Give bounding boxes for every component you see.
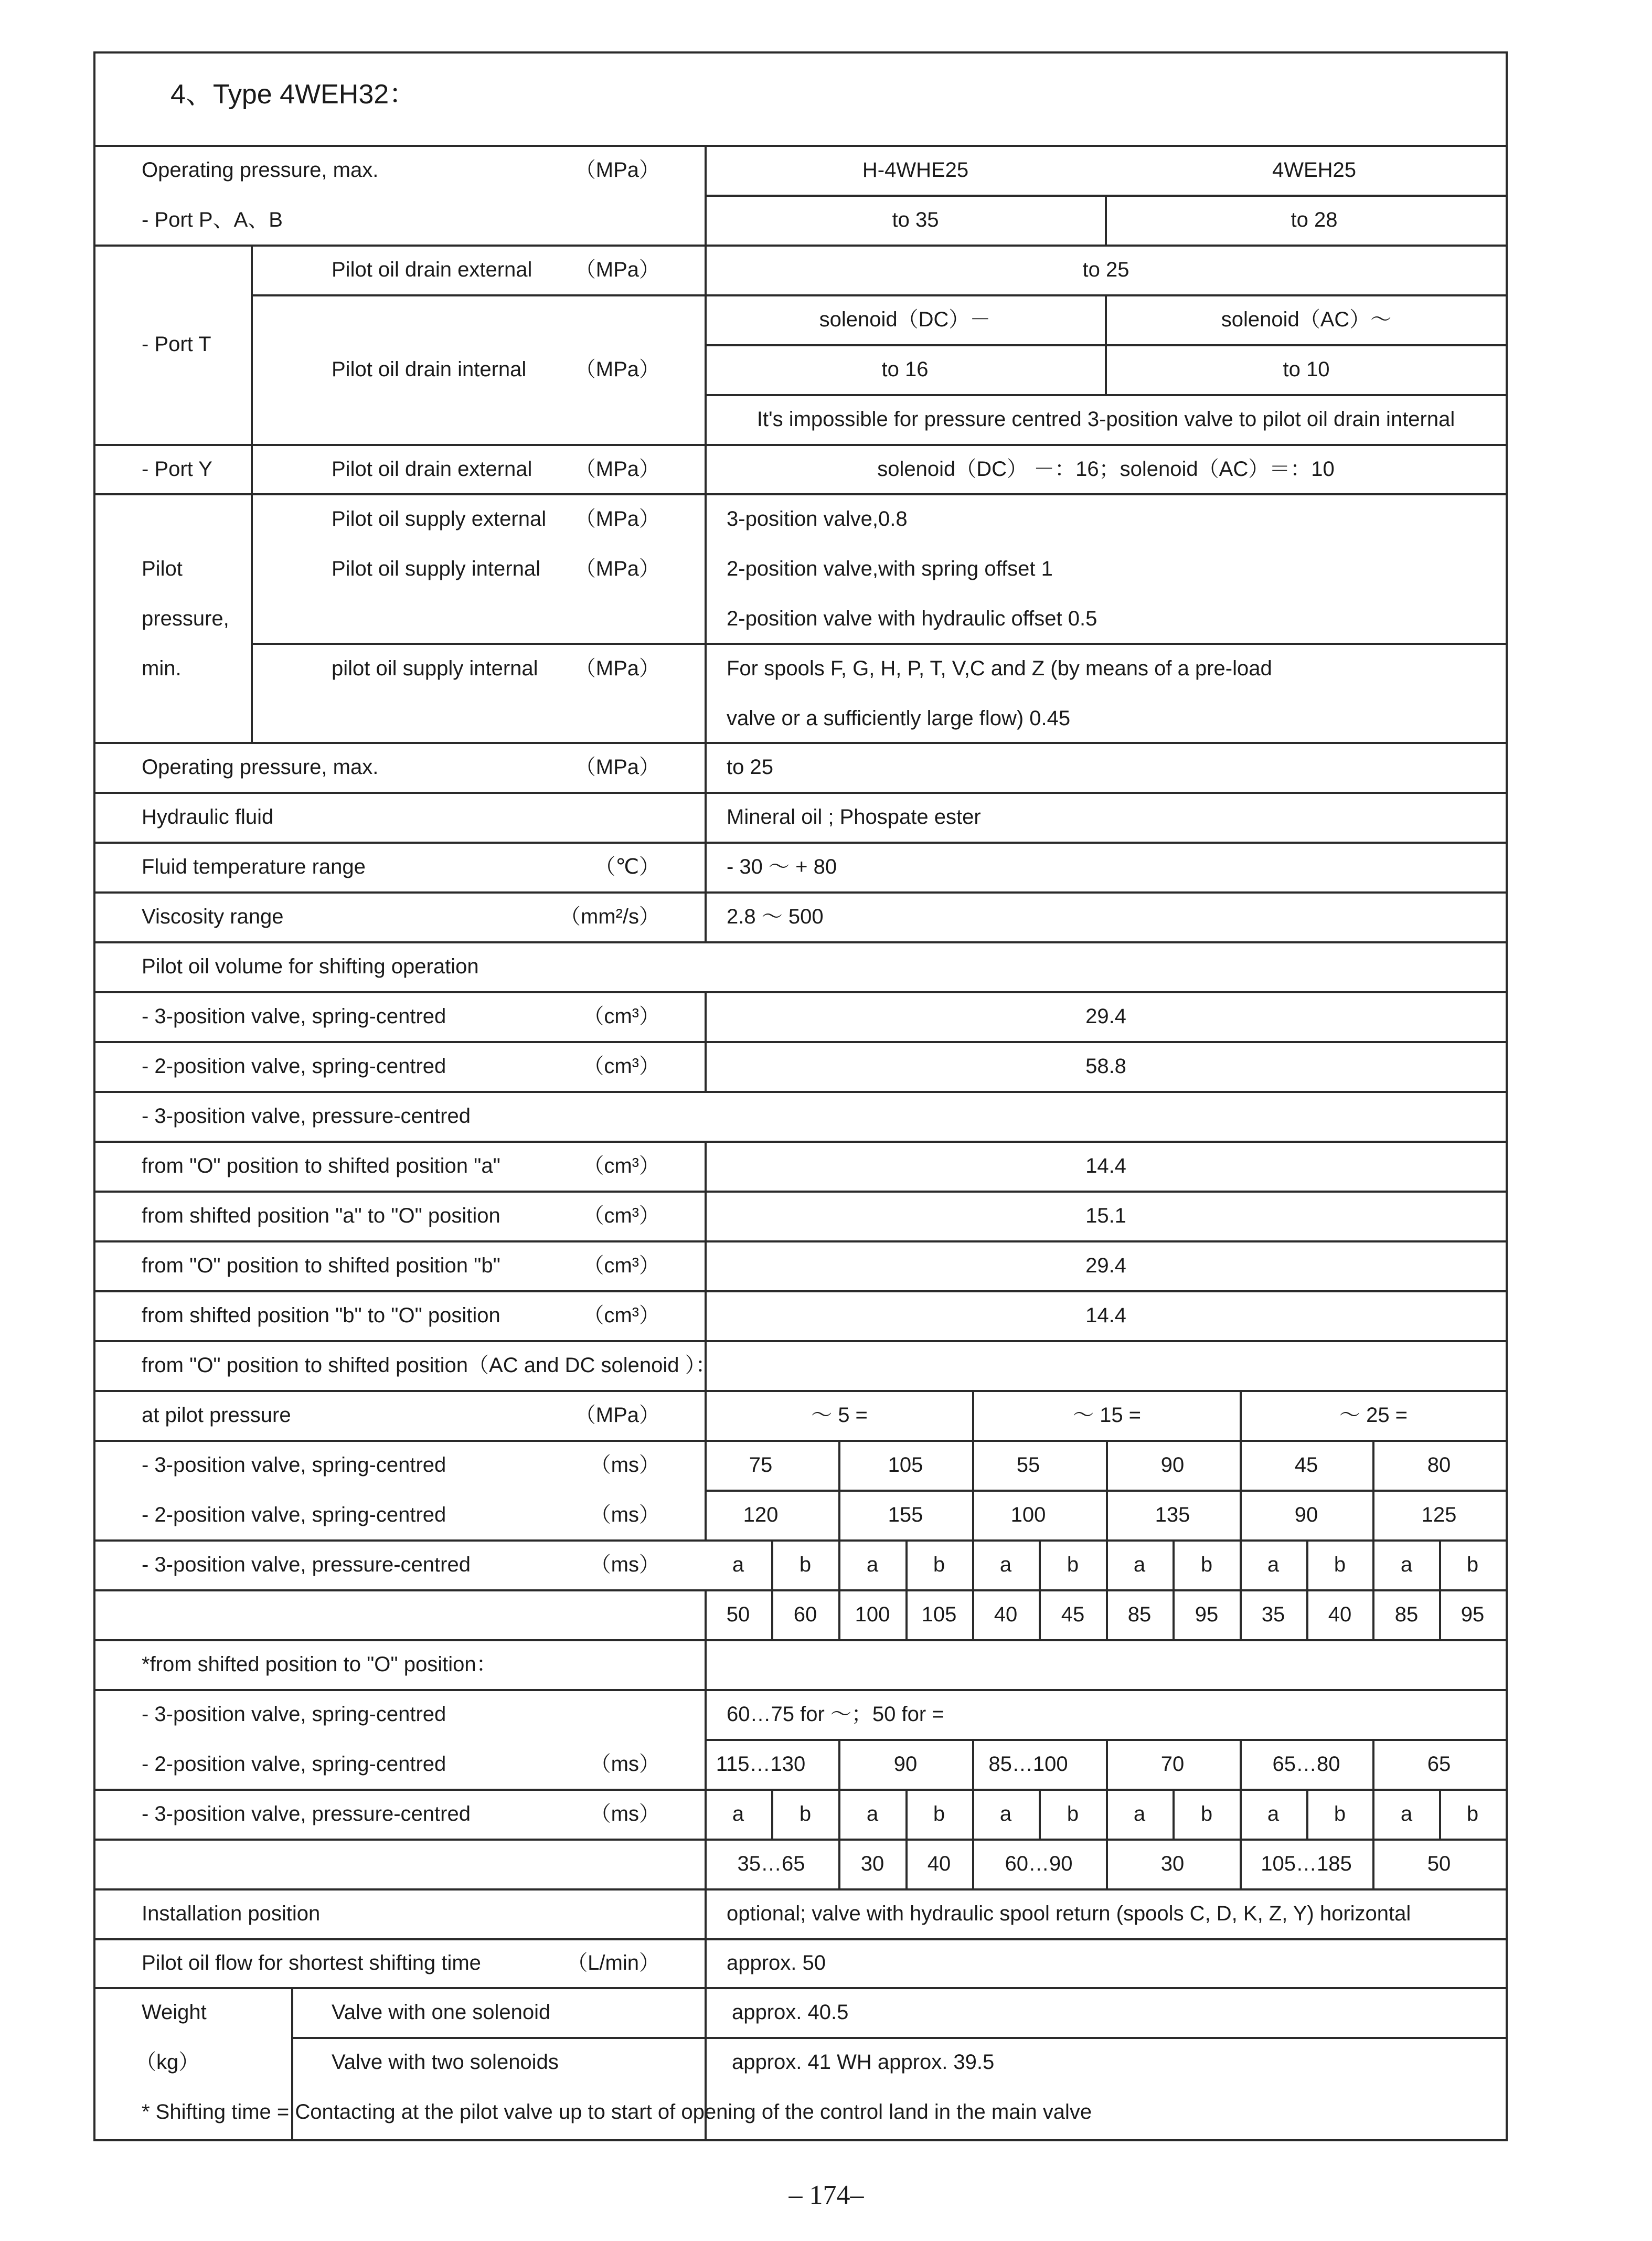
spec-unit-op-pressure: （MPa） (574, 756, 660, 779)
switch-on-row-unit: （ms） (590, 1453, 660, 1477)
port-pab-std: to 28 (1291, 208, 1338, 231)
weight-one-label: Valve with one solenoid (332, 2001, 551, 2024)
section-title: 4、Type 4WEH32： (170, 79, 417, 110)
switch-on-row-unit: （ms） (590, 1503, 660, 1526)
ab-label: a (1133, 1553, 1146, 1576)
switch-off-pc-value: 30 (860, 1852, 884, 1875)
switch-off-pc-value: 50 (1427, 1852, 1451, 1875)
page-number: – 174– (788, 2180, 864, 2210)
ab-label: b (1466, 1553, 1479, 1576)
ab-label: a (1267, 1553, 1280, 1576)
pilot-pressure-label-1: Pilot (142, 557, 183, 580)
switch-off-pc-value: 60…90 (1005, 1852, 1073, 1875)
pilot-volume-header: Pilot oil volume for shifting operation (142, 955, 479, 978)
switch-off-value: 70 (1160, 1753, 1185, 1776)
port-y-unit: （MPa） (574, 458, 660, 481)
switch-off-value: 90 (893, 1753, 918, 1776)
ab-label: b (1067, 1553, 1079, 1576)
switch-off-value: 65 (1427, 1753, 1451, 1776)
pilot-pressure-value-4: For spools F, G, H, P, T, V,C and Z (by means of a pre-load (727, 657, 1272, 680)
volume-row-value: 29.4 (1085, 1005, 1126, 1028)
pressure-group-5: ～ 5 = (811, 1404, 868, 1427)
port-pab-h: to 35 (892, 208, 939, 231)
version-h: H-4WHE25 (862, 158, 969, 182)
switch-on-value: 90 (1294, 1503, 1318, 1526)
volume-pc-header: - 3-position valve, pressure-centred (142, 1104, 471, 1128)
switch-off-spring2-label: - 2-position valve, spring-centred (142, 1753, 446, 1776)
ab-label: b (1334, 1802, 1346, 1825)
ab-label: a (732, 1802, 744, 1825)
spec-value-fluid: Mineral oil ; Phospate ester (727, 805, 981, 829)
pilot-flow-label: Pilot oil flow for shortest shifting time (142, 1951, 481, 1974)
spec-label-viscosity: Viscosity range (142, 905, 284, 928)
ab-label: b (933, 1802, 945, 1825)
switch-off-header: *from shifted position to "O" position： (142, 1653, 497, 1676)
ab-label: a (1400, 1553, 1413, 1576)
switch-on-value: 155 (888, 1503, 923, 1526)
port-y-sub: Pilot oil drain external (332, 458, 532, 481)
install-value: optional; valve with hydraulic spool return (spools C, D, K, Z, Y) horizontal (727, 1902, 1411, 1925)
switch-on-value: 45 (1294, 1453, 1318, 1477)
switch-on-pc-value: 50 (726, 1603, 750, 1626)
pressure-group-25: ～ 25 = (1339, 1404, 1408, 1427)
switch-on-pc-value: 45 (1061, 1603, 1085, 1626)
ab-label: a (866, 1802, 879, 1825)
supply-internal-unit-2: （MPa） (574, 657, 660, 680)
spec-value-temperature: - 30 ～ + 80 (727, 855, 837, 878)
switch-on-pc-label: - 3-position valve, pressure-centred (142, 1553, 471, 1576)
switch-off-pc-value: 40 (927, 1852, 951, 1875)
ab-label: a (732, 1553, 744, 1576)
switch-off-value: 85…100 (988, 1753, 1068, 1776)
switch-on-value: 55 (1016, 1453, 1040, 1477)
footnote: * Shifting time = Contacting at the pilot valve up to start of opening of the control land in the main valve (142, 2100, 1092, 2123)
pilot-pressure-value-3: 2-position valve with hydraulic offset 0.5 (727, 607, 1097, 630)
spec-value-op-pressure: to 25 (727, 756, 773, 779)
ab-label: a (999, 1553, 1012, 1576)
spec-value-viscosity: 2.8 ～ 500 (727, 905, 824, 928)
volume-row-unit: （cm³） (583, 1005, 660, 1028)
switch-on-value: 120 (743, 1503, 779, 1526)
op-pressure-label: Operating pressure, max. (142, 158, 379, 182)
volume-pc-unit: （cm³） (583, 1254, 660, 1277)
switch-on-header: from "O" position to shifted position（AC and DC solenoid ）： (142, 1354, 717, 1377)
ab-label: b (1334, 1553, 1346, 1576)
switch-on-pc-value: 95 (1461, 1603, 1485, 1626)
switch-off-pc-value: 30 (1160, 1852, 1185, 1875)
switch-on-pc-value: 85 (1127, 1603, 1152, 1626)
volume-pc-label: from "O" position to shifted position "a" (142, 1154, 500, 1177)
switch-off-spring3-value: 60…75 for ～；50 for = (727, 1703, 944, 1726)
weight-two-value: approx. 41 WH approx. 39.5 (732, 2051, 995, 2074)
switch-on-row-label: - 2-position valve, spring-centred (142, 1503, 446, 1526)
volume-pc-value: 14.4 (1085, 1304, 1126, 1327)
ab-label: b (1200, 1553, 1213, 1576)
switch-on-value: 135 (1155, 1503, 1190, 1526)
volume-row-label: - 3-position valve, spring-centred (142, 1005, 446, 1028)
ab-label: b (933, 1553, 945, 1576)
ab-label: a (999, 1802, 1012, 1825)
switch-on-pc-value: 40 (1328, 1603, 1352, 1626)
version-std: 4WEH25 (1272, 158, 1357, 182)
switch-on-pc-value: 95 (1195, 1603, 1219, 1626)
ab-label: a (866, 1553, 879, 1576)
switch-off-pc-label: - 3-position valve, pressure-centred (142, 1802, 471, 1825)
switch-on-pc-value: 35 (1261, 1603, 1285, 1626)
spec-unit-viscosity: （mm²/s） (559, 905, 660, 928)
switch-on-pc-unit: （ms） (590, 1553, 660, 1576)
spec-label-fluid: Hydraulic fluid (142, 805, 274, 829)
switch-on-row-label: - 3-position valve, spring-centred (142, 1453, 446, 1477)
switch-on-value: 90 (1160, 1453, 1185, 1477)
supply-external-label: Pilot oil supply external (332, 507, 547, 530)
switch-on-value: 105 (888, 1453, 923, 1477)
volume-row-value: 58.8 (1085, 1055, 1126, 1078)
switch-off-spring3-label: - 3-position valve, spring-centred (142, 1703, 446, 1726)
switch-on-value: 125 (1421, 1503, 1457, 1526)
ab-label: b (1200, 1802, 1213, 1825)
switch-on-pc-value: 105 (921, 1603, 957, 1626)
pilot-pressure-value-2: 2-position valve,with spring offset 1 (727, 557, 1053, 580)
switch-on-value: 100 (1010, 1503, 1046, 1526)
port-t-external-value: to 25 (1082, 258, 1129, 281)
port-t-internal-label: Pilot oil drain internal (332, 358, 527, 381)
ab-label: b (1067, 1802, 1079, 1825)
pilot-pressure-label-3: min. (142, 657, 182, 680)
port-t-external-unit: （MPa） (574, 258, 660, 281)
switch-off-pc-value: 35…65 (737, 1852, 805, 1875)
volume-pc-value: 29.4 (1085, 1254, 1126, 1277)
volume-row-label: - 2-position valve, spring-centred (142, 1055, 446, 1078)
port-t-label: - Port T (142, 333, 211, 356)
supply-external-unit: （MPa） (574, 507, 660, 530)
pressure-group-15: ～ 15 = (1072, 1404, 1142, 1427)
ab-label: a (1267, 1802, 1280, 1825)
port-t-external-label: Pilot oil drain external (332, 258, 532, 281)
supply-internal-unit: （MPa） (574, 557, 660, 580)
switch-on-value: 75 (749, 1453, 773, 1477)
pilot-pressure-value-1: 3-position valve,0.8 (727, 507, 908, 530)
switch-off-spring2-unit: （ms） (590, 1753, 660, 1776)
port-t-internal-unit: （MPa） (574, 358, 660, 381)
supply-internal-label: Pilot oil supply internal (332, 557, 540, 580)
pilot-pressure-row-label: at pilot pressure (142, 1404, 291, 1427)
pilot-pressure-row-unit: （MPa） (574, 1404, 660, 1427)
switch-on-pc-value: 85 (1394, 1603, 1419, 1626)
ab-label: a (1133, 1802, 1146, 1825)
port-y-value: solenoid（DC） －：16；solenoid（AC）＝：10 (877, 458, 1335, 481)
switch-on-pc-value: 60 (793, 1603, 817, 1626)
volume-pc-value: 15.1 (1085, 1204, 1126, 1227)
switch-off-value: 65…80 (1272, 1753, 1340, 1776)
port-t-ac-value: to 10 (1283, 358, 1330, 381)
port-t-ac: solenoid（AC）～ (1221, 308, 1392, 331)
switch-on-value: 80 (1427, 1453, 1451, 1477)
spec-label-temperature: Fluid temperature range (142, 855, 366, 878)
volume-row-unit: （cm³） (583, 1055, 660, 1078)
pilot-pressure-label-2: pressure, (142, 607, 229, 630)
volume-pc-unit: （cm³） (583, 1304, 660, 1327)
install-label: Installation position (142, 1902, 321, 1925)
weight-label: Weight (142, 2001, 207, 2024)
ab-label: b (799, 1553, 812, 1576)
switch-off-value: 115…130 (716, 1753, 806, 1776)
switch-off-pc-value: 105…185 (1261, 1852, 1352, 1875)
switch-on-pc-value: 40 (994, 1603, 1018, 1626)
volume-pc-unit: （cm³） (583, 1204, 660, 1227)
weight-two-label: Valve with two solenoids (332, 2051, 559, 2074)
pilot-flow-unit: （L/min） (567, 1951, 660, 1974)
ab-label: b (1466, 1802, 1479, 1825)
volume-pc-label: from "O" position to shifted position "b" (142, 1254, 500, 1277)
volume-pc-unit: （cm³） (583, 1154, 660, 1177)
port-t-note: It's impossible for pressure centred 3-position valve to pilot oil drain internal (756, 408, 1455, 431)
ab-label: b (799, 1802, 812, 1825)
switch-on-pc-value: 100 (855, 1603, 890, 1626)
weight-unit: （kg） (135, 2051, 200, 2074)
port-t-dc-value: to 16 (881, 358, 929, 381)
spec-unit-temperature: （℃） (594, 855, 660, 878)
port-pab-label: - Port P、A、B (142, 208, 283, 231)
weight-one-value: approx. 40.5 (732, 2001, 849, 2024)
ab-label: a (1400, 1802, 1413, 1825)
volume-pc-label: from shifted position "b" to "O" position (142, 1304, 500, 1327)
volume-pc-label: from shifted position "a" to "O" position (142, 1204, 500, 1227)
pilot-flow-value: approx. 50 (727, 1951, 826, 1974)
spec-label-op-pressure: Operating pressure, max. (142, 756, 379, 779)
port-y-label: - Port Y (142, 458, 212, 481)
op-pressure-unit: （MPa） (574, 158, 660, 182)
port-t-dc: solenoid（DC）－ (819, 308, 991, 331)
switch-off-pc-unit: （ms） (590, 1802, 660, 1825)
supply-internal-label-2: pilot oil supply internal (332, 657, 538, 680)
volume-pc-value: 14.4 (1085, 1154, 1126, 1177)
pilot-pressure-value-5: valve or a sufficiently large flow) 0.45 (727, 707, 1071, 730)
